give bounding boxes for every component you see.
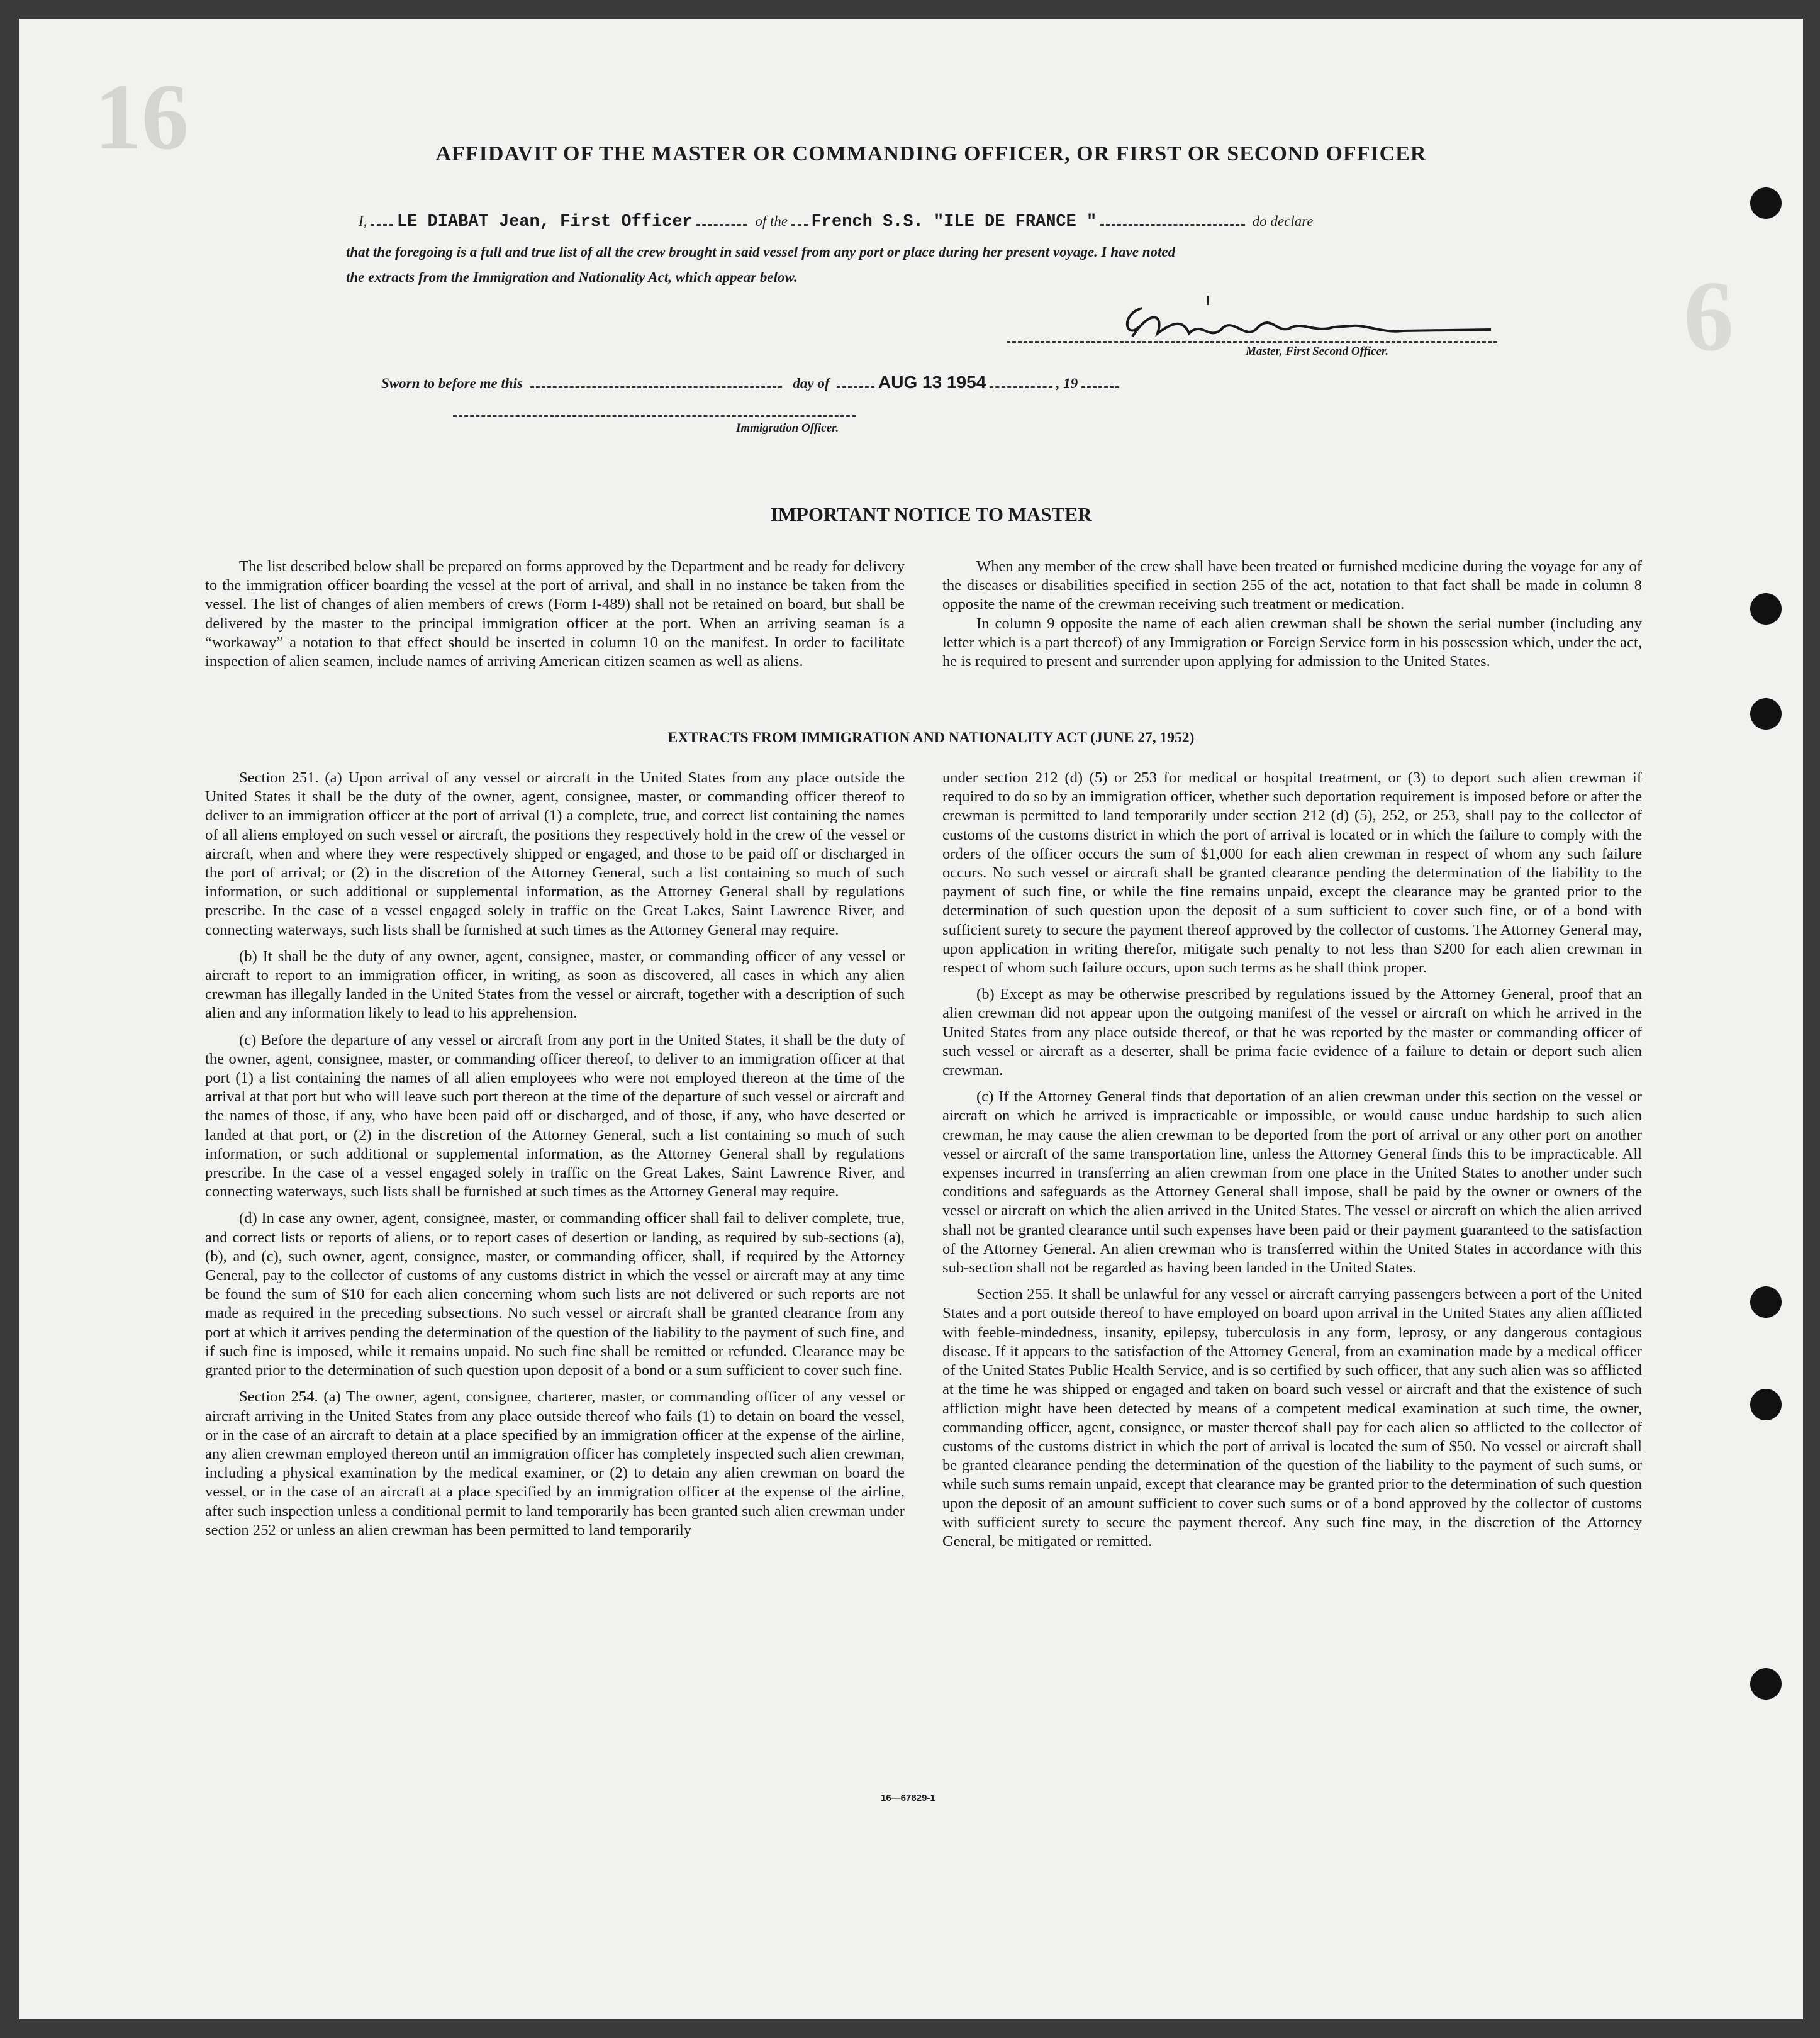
- i-label: I,: [359, 213, 367, 229]
- declarant-line: [359, 213, 1314, 231]
- year-prefix: , 19: [1056, 376, 1078, 391]
- sworn-label: Sworn to before me this: [381, 376, 523, 391]
- extracts-right-column: [942, 769, 1642, 1559]
- page-number-mark-right: 6: [1683, 260, 1734, 372]
- immigration-officer-label: Immigration Officer.: [736, 421, 839, 435]
- section-251-c: (c) Before the departure of any vessel or aircraft from any port in the United States, it shall be the duty of the owner, agent, consignee, master, or commanding officer thereof, to deliver to an immigration officer at that port (1) a list containing the names of all alien employees who were not employed thereon at the time of the arrival at that port but who will leave such port thereon at the time of the departure of such vessel or aircraft and the names of those, if any, who have been paid off or discharged, and of those, if any, who have deserted or landed at that port, or (2) in the discretion of the Attorney General, such a list containing so much of such information, or such additional or supplemental information, as the Attorney General shall by regulations prescribe. In the case of a vessel engaged solely in traffic on the Great Lakes, Saint Lawrence River, and connecting waterways, such lists shall be furnished at such times as the Attorney General may require.: [205, 1031, 905, 1201]
- declaration-line-1: that the foregoing is a full and true list of all the crew brought in said vessel from any port or place during her present voyage. I have noted: [346, 244, 1176, 260]
- page-number-mark: 16: [94, 65, 189, 169]
- form-number: 16—67829-1: [881, 1793, 935, 1803]
- notice-left-paragraph: The list described below shall be prepared on forms approved by the Department and be ready for delivery to the immigration officer boarding the vessel at the port of arrival, and shall in no instance be taken from the vessel. The list of changes of alien members of crews (Form I-489) shall not be retained on board, but shall be delivered by the master to the principal immigration officer at the port. When an arriving seaman is a “workaway” a notation to that effect should be inserted in column 10 on the manifest. In order to facilitate inspection of alien seamen, include names of arriving American citizen seamen as well as aliens.: [205, 558, 905, 671]
- section-251-a: Section 251. (a) Upon arrival of any vessel or aircraft in the United States from any place outside the United States it shall be the duty of the owner, agent, consignee, master, or commanding officer thereof to deliver to an immigration officer at the port of arrival (1) a complete, true, and correct list containing the names of all aliens employed on such vessel or aircraft, the positions they respectively hold in the crew of the vessel or aircraft, when and where they were respectively shipped or engaged, and those to be paid off or discharged in the port of arrival; or (2) in the discretion of the Attorney General, such a list containing so much of such information, or such additional or supplemental information, as the Attorney General shall by regulations prescribe. In the case of a vessel engaged solely in traffic on the Great Lakes, Saint Lawrence River, and connecting waterways, such lists shall be furnished at such times as the Attorney General may require.: [205, 769, 905, 938]
- punch-hole: [1750, 187, 1782, 219]
- notice-left-column: [205, 557, 905, 679]
- day-of-label: day of: [793, 376, 830, 391]
- section-254-a: Section 254. (a) The owner, agent, consignee, charterer, master, or commanding officer of any vessel or aircraft arriving in the United States from any place outside thereof who fails (1) to detain on board the vessel, or in the case of an aircraft to detain at a place specified by an immigration officer at the expense of the airline, any alien crewman employed thereon until an immigration officer has completely inspected such alien crewman, including a physical examination by the medical examiner, or (2) to detain any alien crewman on board the vessel, or in the case of an aircraft at a place specified by an immigration officer at the expense of the airline, after such inspection unless a conditional permit to land temporarily has been granted such alien crewman under section 252 or unless an alien crewman has been permitted to land temporarily: [205, 1388, 905, 1539]
- section-255: Section 255. It shall be unlawful for any vessel or aircraft carrying passengers between a port of the United States and a port outside thereof to have employed on board upon arrival in the United States any alien afflicted with feeble-mindedness, insanity, epilepsy, tuberculosis in any form, leprosy, or any dangerous contagious disease. If it appears to the satisfaction of the Attorney General, from an examination made by a medical officer of the United States Public Health Service, and is so certified by such officer, that any such alien was so afflicted at the time he was shipped or engaged and taken on board such vessel or aircraft and that the existence of such affliction might have been detected by means of a competent medical examination at such time, the owner, commanding officer, agent, consignee, or master thereof shall pay for each alien so afflicted to the collector of customs of the customs district in which the port of arrival is located the sum of $50. No vessel or aircraft shall be granted clearance pending the determination of the question of the liability to the payment of such sums, or while such sums remain unpaid, except that clearance may be granted prior to the determination of such question upon the deposit of an amount sufficient to cover such sums or of a bond approved by the collector of customs with sufficient surety to secure the payment thereof. Any such fine may, in the discretion of the Attorney General, be mitigated or remitted.: [942, 1286, 1642, 1550]
- punch-hole: [1750, 593, 1782, 625]
- section-254-a-continued: under section 212 (d) (5) or 253 for medical or hospital treatment, or (3) to deport such alien crewman if required to do so by an immigration officer, whether such deportation requirement is imposed before or after the crewman is permitted to land temporarily under section 212 (d) (5), 252, or 253, shall pay to the collector of customs of the customs district in which the port of arrival is located or in which the failure to comply with the orders of the officer occurs the sum of $1,000 for each alien crewman in respect of whom any such failure occurs. No such vessel or aircraft shall be granted clearance pending the determination of the liability to the payment of such fine, or while the fine remains unpaid, except the clearance may be granted prior to the determination of such question upon the deposit of a sum sufficient to cover such fine, or of a bond with sufficient surety to secure the payment thereof approved by the collector of customs. The Attorney General may, upon application in writing therefor, mitigate such penalty to not less than $200 for each alien crewman in respect of whom such failure occurs, upon such terms as he shall think proper.: [942, 769, 1642, 977]
- document-sheet: [19, 19, 1803, 2019]
- extracts-title: EXTRACTS FROM IMMIGRATION AND NATIONALITY ACT (JUNE 27, 1952): [667, 730, 1195, 746]
- punch-hole: [1750, 1389, 1782, 1420]
- sworn-line: [381, 372, 1119, 393]
- punch-hole: [1750, 1286, 1782, 1318]
- notice-right-paragraph-1: When any member of the crew shall have been treated or furnished medicine during the voyage for any of the diseases or disabilities specified in section 255 of the act, notation to that fact shall be made in column 8 opposite the name of the crewman receiving such treatment or medication.: [942, 558, 1642, 613]
- do-declare-label: do declare: [1252, 213, 1314, 229]
- notice-right-column: [942, 557, 1642, 679]
- immigration-officer-line: [453, 415, 856, 417]
- officer-name: LE DIABAT Jean, First Officer: [396, 213, 693, 231]
- vessel-name: French S.S. "ILE DE FRANCE ": [811, 213, 1097, 231]
- notice-right-paragraph-2: In column 9 opposite the name of each alien crewman shall be shown the serial number (including any letter which is a part thereof) of any Immigration or Foreign Service form in his possession which, under the act, he is required to present and surrender upon applying for admission to the United States.: [942, 615, 1642, 671]
- declaration-line-2: the extracts from the Immigration and Nationality Act, which appear below.: [346, 269, 798, 285]
- notice-title: IMPORTANT NOTICE TO MASTER: [770, 503, 1092, 525]
- signature-line: [1007, 341, 1497, 343]
- section-254-b: (b) Except as may be otherwise prescribed by regulations issued by the Attorney General, proof that an alien crewman did not appear upon the outgoing manifest of the vessel or aircraft on which he arrived in the United States from any place outside thereof, or that he was reported by the master or commanding officer of such vessel or aircraft as a deserter, shall be prima facie evidence of a failure to detain or deport such alien crewman.: [942, 986, 1642, 1079]
- affidavit-title: AFFIDAVIT OF THE MASTER OR COMMANDING OFFICER, OR FIRST OR SECOND OFFICER: [435, 142, 1427, 165]
- section-251-d: (d) In case any owner, agent, consignee, master, or commanding officer shall fail to deliver complete, true, and correct lists or reports of aliens, or to report cases of desertion or landing, as required by sub-sections (a), (b), and (c), such owner, agent, consignee, master, or commanding officer, shall, if required by the Attorney General, pay to the collector of customs of any customs district in which the vessel or aircraft may at any time be found the sum of $10 for each alien concerning whom such lists are not delivered or such reports are not made as required in the preceding subsections. No such vessel or aircraft shall be granted clearance from any port at which it arrives pending the determination of the question of the liability to the payment of such fine, and if such fine is imposed, while it remains unpaid. No such fine shall be remitted or refunded. Clearance may be granted prior to the determination of such question upon deposit of a bond or a sum sufficient to cover such fine.: [205, 1210, 905, 1379]
- section-254-c: (c) If the Attorney General finds that deportation of an alien crewman under this section on the vessel or aircraft on which he arrived is impracticable or impossible, or would cause undue hardship to such alien crewman, he may cause the alien crewman to be deported from the port of arrival or any other port on another vessel or aircraft of the same transportation line, unless the Attorney General finds this to be impracticable. All expenses incurred in transferring an alien crewman from one place in the United States to another under such conditions and safeguards as the Attorney General shall impose, shall be paid by the owner or owners of the vessel or aircraft on which the alien arrived in the United States. The vessel or aircraft on which the alien arrived shall not be granted clearance until such expenses have been paid or their payment guaranteed to the satisfaction of the Attorney General. An alien crewman who is transferred within the United States in accordance with this sub-section shall not be regarded as having been landed in the United States.: [942, 1088, 1642, 1277]
- date-stamp: AUG 13 1954: [878, 372, 986, 392]
- extracts-left-column: [205, 769, 905, 1547]
- section-251-b: (b) It shall be the duty of any owner, agent, consignee, master, or commanding officer of any vessel or aircraft to report to an immigration officer, in writing, as soon as discovered, all cases in which any alien crewman has illegally landed in the United States from the vessel or aircraft, together with a description of such alien and any information likely to lead to his apprehension.: [205, 947, 905, 1022]
- of-the-label: of the: [755, 213, 788, 229]
- punch-hole: [1750, 1668, 1782, 1700]
- signature-caption: Master, First Second Officer.: [1246, 345, 1389, 358]
- punch-hole: [1750, 698, 1782, 730]
